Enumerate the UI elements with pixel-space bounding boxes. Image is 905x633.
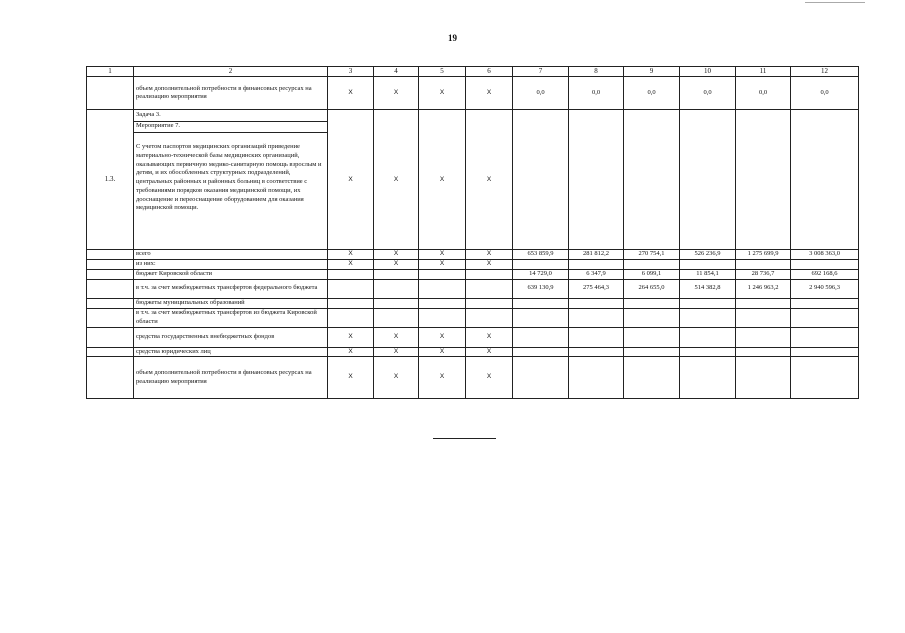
value-cell [569,308,624,327]
value-cell [680,308,736,327]
measure-title: Мероприятие 7. [134,122,327,133]
table-row [87,357,859,399]
x-mark: Х [374,327,419,347]
row-label: средства государственных внебюджетных фондов [134,327,328,347]
table-row [87,269,859,279]
row-label: средства юридических лиц [134,347,328,357]
value-cell: 1 275 699,9 [736,250,791,260]
value-cell: 275 464,3 [569,279,624,298]
row-label: объем дополнительной потребности в финансовых ресурсах на реализацию мероприятия [134,77,328,110]
value-cell: 692 168,6 [791,269,859,279]
value-cell [791,298,859,308]
value-cell [736,260,791,270]
x-mark [419,308,466,327]
x-mark: Х [419,250,466,260]
x-mark: Х [374,357,419,399]
x-mark: Х [466,110,513,250]
x-mark: Х [328,250,374,260]
column-number: 4 [374,67,419,77]
value-cell: 264 655,0 [624,279,680,298]
column-number-row [87,67,859,77]
x-mark [466,298,513,308]
x-mark: Х [374,250,419,260]
column-number: 6 [466,67,513,77]
column-number: 12 [791,67,859,77]
measure-description: С учетом паспортов медицинских организаций приведение материально-технической базы медицинских организаций, оказывающих первичную медико-санитарную помощь взрослым и детям, и их обособленных структурных подразделений, центральных районных и районных больниц в соответствие с требованиями порядков оказания медицинской помощи, их дооснащение и переоснащение оборудованием для оказания медицинской помощи. [136,142,322,212]
x-mark [374,279,419,298]
x-mark: Х [466,327,513,347]
x-mark: Х [466,260,513,270]
value-cell: 0,0 [736,77,791,110]
x-mark: Х [419,327,466,347]
task-title: Задача 3. [134,111,327,122]
column-number: 1 [87,67,134,77]
table-row [87,260,859,270]
value-cell [680,327,736,347]
x-mark: Х [328,327,374,347]
table-row [87,347,859,357]
column-number: 2 [134,67,328,77]
value-cell: 1 246 963,2 [736,279,791,298]
value-cell [736,347,791,357]
value-cell [569,347,624,357]
table-row [87,298,859,308]
value-cell [680,260,736,270]
table-row [87,308,859,327]
value-cell [513,347,569,357]
x-mark: Х [328,357,374,399]
value-cell [736,357,791,399]
table-row [87,327,859,347]
table-row [87,250,859,260]
x-mark [466,308,513,327]
x-mark [374,308,419,327]
value-cell: 0,0 [569,77,624,110]
value-cell [569,357,624,399]
value-cell: 514 382,8 [680,279,736,298]
value-cell [736,308,791,327]
value-cell [791,260,859,270]
value-cell [791,347,859,357]
x-mark: Х [374,110,419,250]
column-number: 5 [419,67,466,77]
value-cell [624,260,680,270]
value-cell [736,327,791,347]
x-mark: Х [328,347,374,357]
value-cell: 6 099,1 [624,269,680,279]
value-cell: 281 812,2 [569,250,624,260]
value-cell: 639 130,9 [513,279,569,298]
x-mark: Х [328,260,374,270]
value-cell [680,298,736,308]
value-cell [569,260,624,270]
x-mark [466,269,513,279]
value-cell: 0,0 [513,77,569,110]
x-mark: Х [466,347,513,357]
value-cell: 3 008 363,0 [791,250,859,260]
x-mark: Х [466,250,513,260]
row-label: бюджет Кировской области [134,269,328,279]
x-mark [419,279,466,298]
value-cell: 2 940 596,3 [791,279,859,298]
x-mark: Х [328,110,374,250]
value-cell [791,308,859,327]
page-number: 19 [448,33,457,43]
scan-mark [805,2,865,3]
column-number: 10 [680,67,736,77]
row-label: объем дополнительной потребности в финансовых ресурсах на реализацию мероприятия [134,357,328,399]
value-cell [680,357,736,399]
row-label: в т.ч. за счет межбюджетных трансфертов из бюджета Кировской области [134,308,328,327]
x-mark: Х [419,110,466,250]
x-mark [328,269,374,279]
value-cell: 0,0 [680,77,736,110]
row-code: 1.3. [87,110,134,250]
x-mark [328,279,374,298]
value-cell [569,327,624,347]
value-cell: 526 236,9 [680,250,736,260]
x-mark: Х [374,347,419,357]
value-cell [513,298,569,308]
x-mark [419,298,466,308]
program-table [86,66,859,399]
value-cell [624,308,680,327]
value-cell [624,347,680,357]
end-rule [433,438,496,439]
row-label: из них: [134,260,328,270]
column-number: 11 [736,67,791,77]
value-cell [680,347,736,357]
value-cell [569,298,624,308]
table-row [87,77,859,110]
column-number: 8 [569,67,624,77]
value-cell [624,327,680,347]
table-row [87,279,859,298]
value-cell [513,260,569,270]
value-cell [791,357,859,399]
x-mark [419,269,466,279]
x-mark [374,269,419,279]
x-mark [328,308,374,327]
x-mark: Х [419,77,466,110]
x-mark [466,279,513,298]
value-cell [513,327,569,347]
x-mark [328,298,374,308]
x-mark: Х [374,77,419,110]
x-mark: Х [419,260,466,270]
x-mark [374,298,419,308]
x-mark: Х [374,260,419,270]
value-cell [513,308,569,327]
value-cell: 0,0 [624,77,680,110]
value-cell [513,357,569,399]
x-mark: Х [328,77,374,110]
column-number: 9 [624,67,680,77]
value-cell: 11 854,1 [680,269,736,279]
value-cell [624,298,680,308]
x-mark: Х [466,357,513,399]
column-number: 3 [328,67,374,77]
x-mark: Х [419,347,466,357]
value-cell: 270 754,1 [624,250,680,260]
x-mark: Х [419,357,466,399]
value-cell: 14 729,0 [513,269,569,279]
task-row [87,110,859,250]
row-label: в т.ч. за счет межбюджетных трансфертов федерального бюджета [134,279,328,298]
value-cell: 653 859,9 [513,250,569,260]
value-cell: 6 347,9 [569,269,624,279]
value-cell [736,298,791,308]
value-cell [791,327,859,347]
value-cell [624,357,680,399]
value-cell: 28 736,7 [736,269,791,279]
row-label: бюджеты муниципальных образований [134,298,328,308]
row-label: всего [134,250,328,260]
column-number: 7 [513,67,569,77]
x-mark: Х [466,77,513,110]
value-cell: 0,0 [791,77,859,110]
